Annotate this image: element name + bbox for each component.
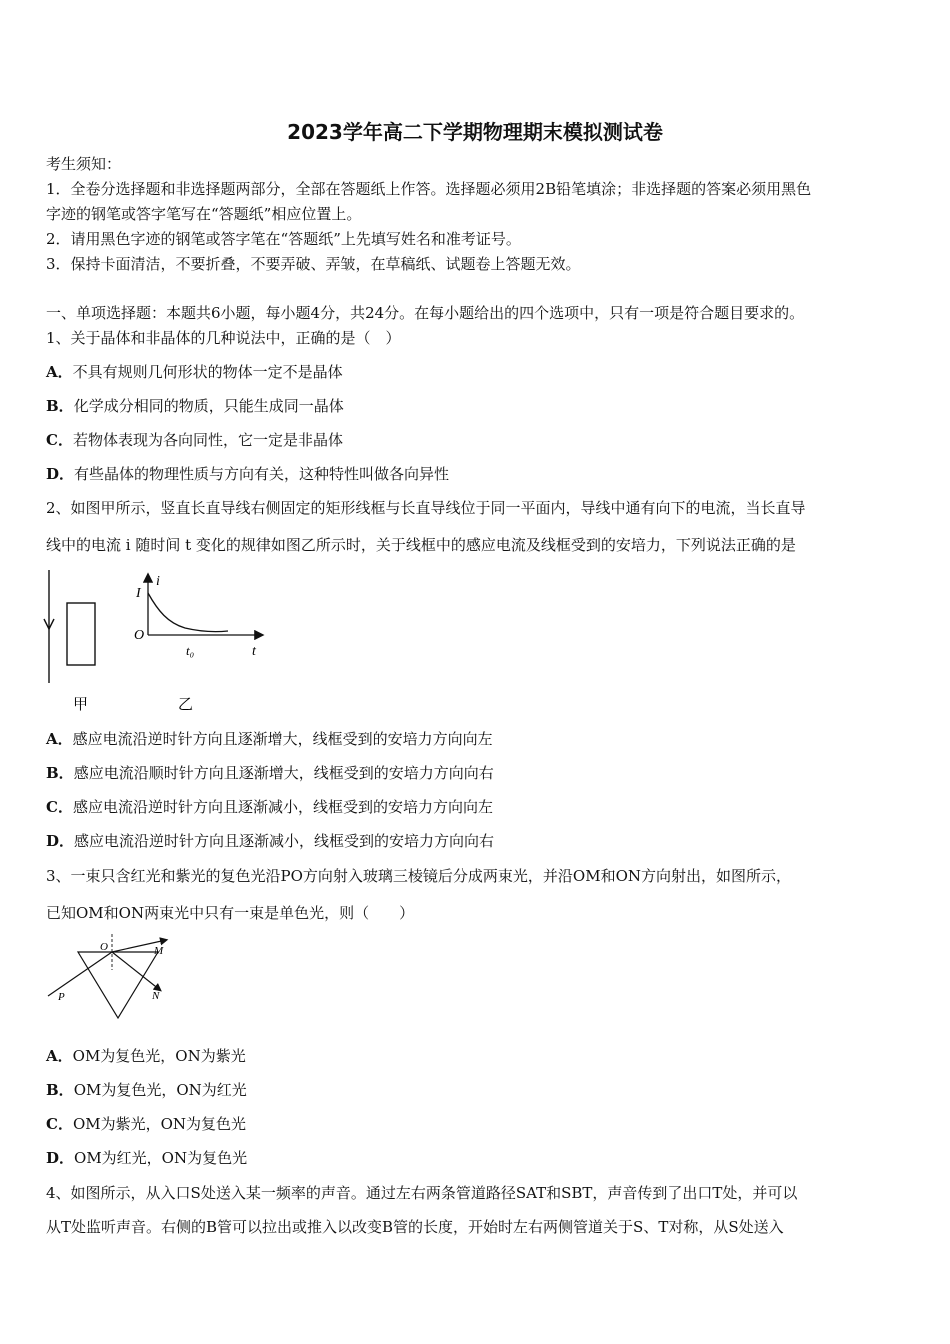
option-text: OM为复色光，ON为紫光 [72,1047,246,1065]
label-O: O [134,628,145,643]
notice-item: 2．请用黑色字迹的钢笔或答字笔在“答题纸”上先填写姓名和准考证号。 [46,230,521,248]
option-letter: D． [46,1149,75,1167]
option-text: 感应电流沿逆时针方向且逐渐减小，线框受到的安培力方向向右 [74,832,495,850]
q2-option-b [46,762,494,783]
option-text: OM为复色光，ON为红光 [73,1081,247,1099]
q3-option-c [46,1113,246,1134]
label-i: i [156,574,160,589]
option-letter: B． [46,764,74,782]
label-P: P [58,991,65,1003]
label-O: O [100,941,108,953]
q2-figure [40,565,280,715]
q2-option-d [46,830,494,851]
label-t0: t₀ [186,643,195,658]
option-letter: C． [46,431,73,449]
option-text: OM为红光，ON为复色光 [74,1149,248,1167]
q4-stem-line1: 4、如图所示，从入口S处送入某一频率的声音。通过左右两条管道路径SAT和SBT，声音传到了出口T处，并可以 [46,1184,798,1202]
q2-option-a [46,728,493,749]
notice-item: 1．全卷分选择题和非选择题两部分，全部在答题纸上作答。选择题必须用2B铅笔填涂；非选择题的答案必须用黑色 [46,180,812,198]
q1-stem: 1、关于晶体和非晶体的几种说法中，正确的是（ ） [46,329,401,347]
option-letter: A． [46,730,73,748]
section-heading: 一、单项选择题：本题共6小题，每小题4分，共24分。在每小题给出的四个选项中，只有一项是符合题目要求的。 [46,304,805,322]
q1-option-a [46,361,343,382]
q3-stem-line2: 已知OM和ON两束光中只有一束是单色光，则（ ） [46,904,415,922]
option-text: 感应电流沿顺时针方向且逐渐增大，线框受到的安培力方向向右 [73,764,494,782]
q3-prism-figure [40,930,180,1022]
label-M: M [154,945,164,957]
label-I: I [136,586,141,601]
q3-option-b [46,1079,247,1100]
q1-option-b [46,395,344,416]
notice-item: 3．保持卡面清洁，不要折叠，不要弄破、弄皱，在草稿纸、试题卷上答题无效。 [46,255,581,273]
q2-option-c [46,796,493,817]
option-letter: C． [46,798,73,816]
label-N: N [152,990,160,1002]
option-letter: B． [46,397,74,415]
option-letter: B． [46,1081,74,1099]
option-text: 若物体表现为各向同性，它一定是非晶体 [72,431,343,449]
q4-stem-line2: 从T处监听声音。右侧的B管可以拉出或推入以改变B管的长度，开始时左右两侧管道关于S、T对称，从S处送入 [46,1218,784,1236]
q1-option-d [46,463,449,484]
option-text: OM为紫光，ON为复色光 [72,1115,247,1133]
option-text: 感应电流沿逆时针方向且逐渐减小，线框受到的安培力方向向左 [72,798,493,816]
q2-stem-line1: 2、如图甲所示，竖直长直导线右侧固定的矩形线框与长直导线位于同一平面内，导线中通有向下的电流，当长直导 [46,499,806,517]
q3-option-a [46,1045,246,1066]
label-jia: 甲 [73,697,89,713]
q2-stem-line2: 线中的电流 i 随时间 t 变化的规律如图乙所示时，关于线框中的感应电流及线框受到的安培力，下列说法正确的是 [46,536,796,554]
decay-curve [148,593,228,632]
q3-option-d [46,1147,247,1168]
option-text: 有些晶体的物理性质与方向有关，这种特性叫做各向异性 [74,465,450,483]
page-title: 2023学年高二下学期物理期末模拟测试卷 [287,120,663,144]
notice-heading: 考生须知： [46,155,122,173]
prism-triangle [78,952,158,1018]
option-letter: D． [46,465,75,483]
q1-option-c [46,429,343,450]
ray-on [112,952,160,990]
q3-stem-line1: 3、一束只含红光和紫光的复色光沿PO方向射入玻璃三棱镜后分成两束光，并沿OM和ON方向射出，如图所示， [46,867,792,885]
option-text: 感应电流沿逆时针方向且逐渐增大，线框受到的安培力方向向左 [72,730,493,748]
label-t: t [252,644,256,659]
option-letter: A． [46,1047,73,1065]
ray-po [48,952,112,996]
option-text: 化学成分相同的物质，只能生成同一晶体 [73,397,344,415]
notice-item: 字迹的钢笔或答字笔写在“答题纸”相应位置上。 [46,205,362,223]
rectangular-loop [67,603,95,665]
label-yi: 乙 [178,697,194,713]
option-text: 不具有规则几何形状的物体一定不是晶体 [72,363,343,381]
option-letter: D． [46,832,75,850]
option-letter: C． [46,1115,73,1133]
option-letter: A． [46,363,73,381]
